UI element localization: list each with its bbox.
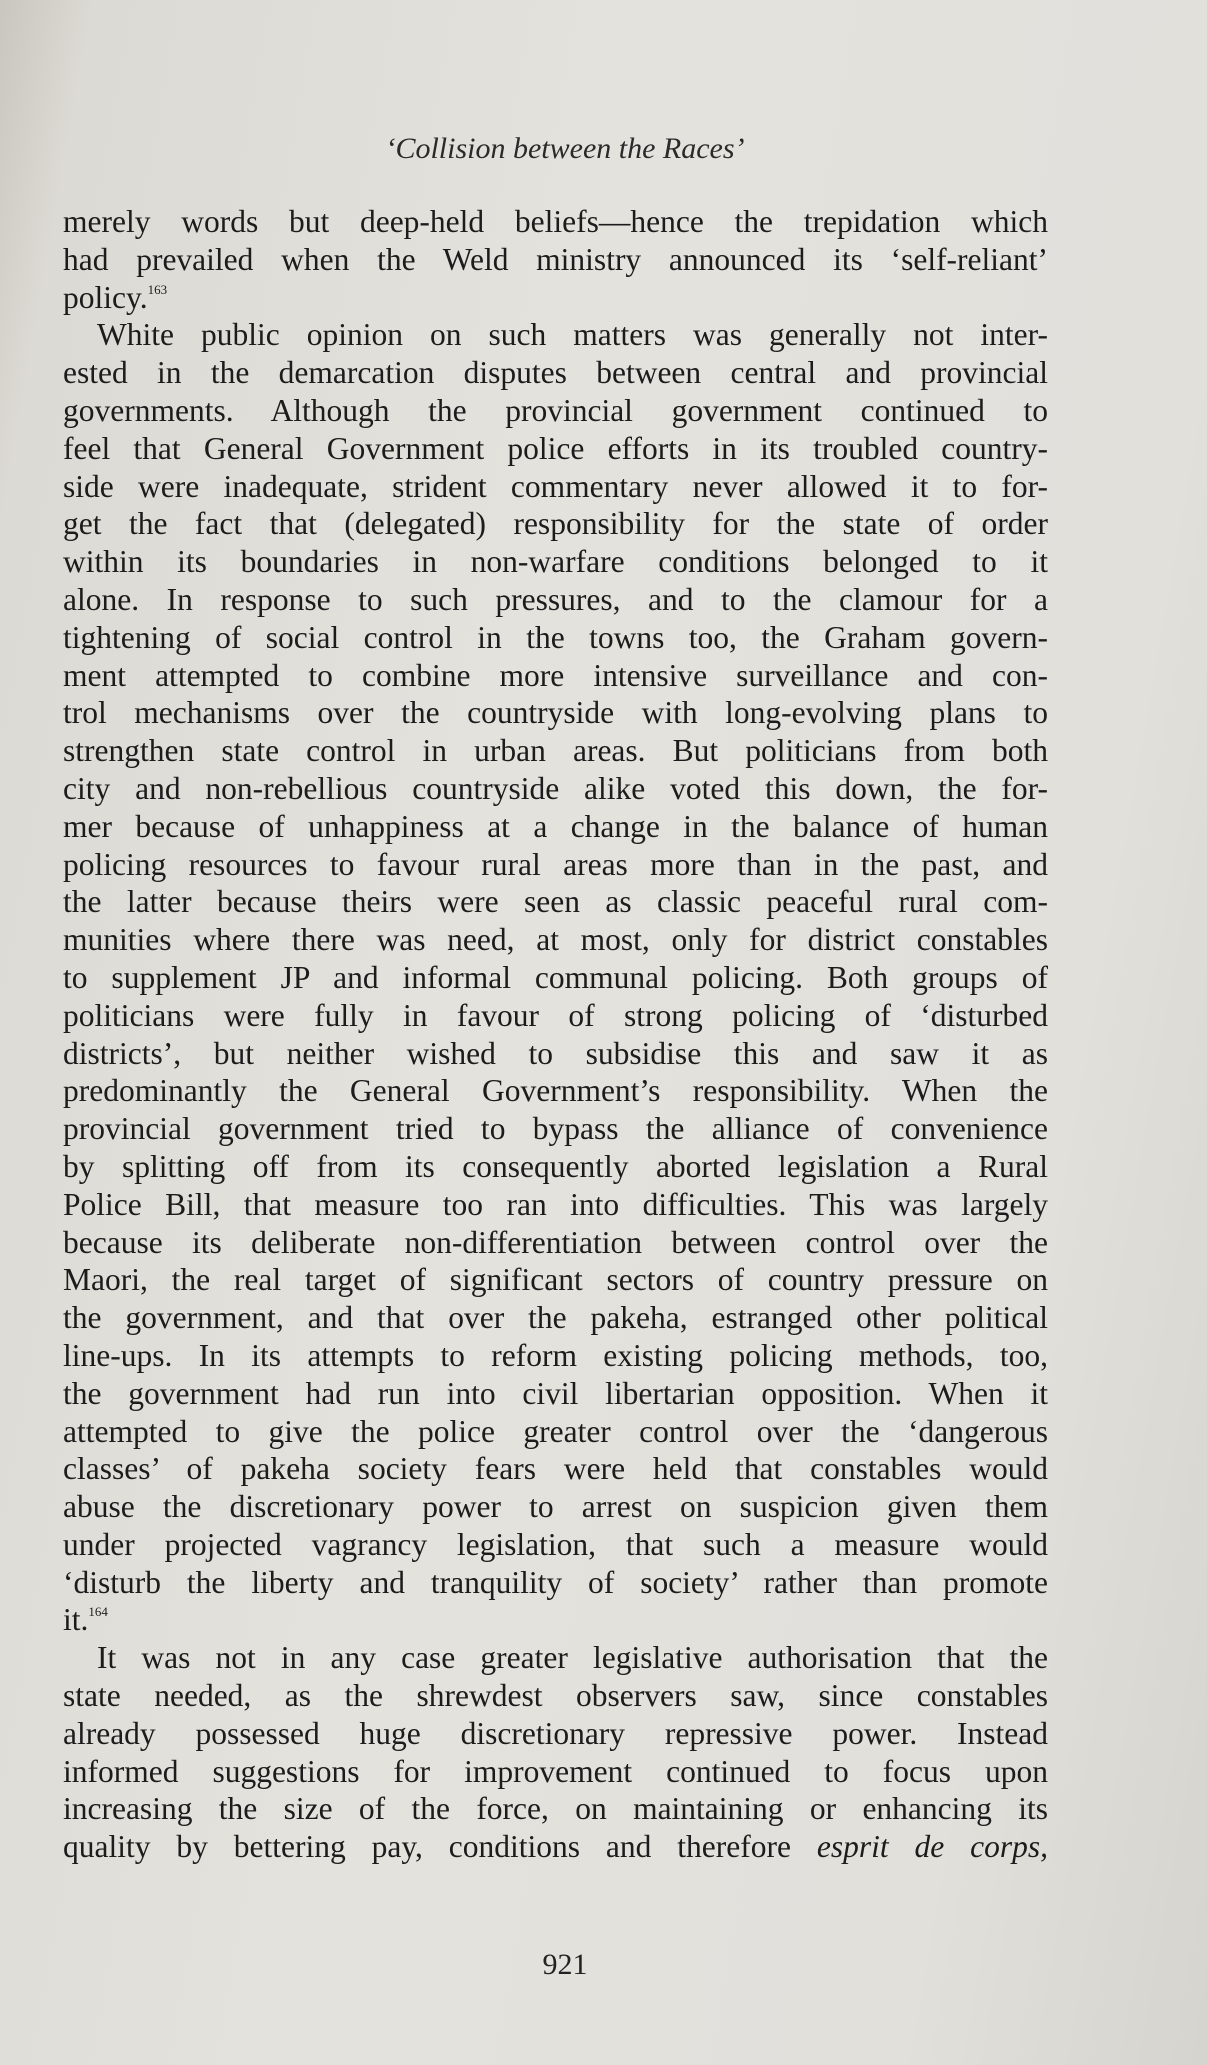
line-text: governments. Although the provincial government continued to [63, 392, 1048, 428]
text-line [63, 1261, 1048, 1299]
line-text: increasing the size of the force, on maintaining or enhancing its [63, 1791, 1048, 1827]
line-text: ment attempted to combine more intensive surveillance and con- [63, 657, 1048, 693]
text-line [63, 619, 1048, 657]
text-line [63, 846, 1048, 884]
line-text: provincial government tried to bypass the alliance of convenience [63, 1111, 1048, 1147]
body-text [63, 203, 1048, 1866]
text-line [63, 203, 1048, 241]
text-line [63, 241, 1048, 279]
text-line [63, 1677, 1048, 1715]
text-line [63, 1186, 1048, 1224]
line-text: abuse the discretionary power to arrest on suspicion given them [63, 1489, 1048, 1525]
line-text: had prevailed when the Weld ministry announced its ‘self-reliant’ [63, 241, 1048, 277]
text-line [63, 921, 1048, 959]
text-line [63, 1375, 1048, 1413]
text-line [63, 1790, 1048, 1828]
line-text: strengthen state control in urban areas. But politicians from both [63, 733, 1048, 769]
line-text: White public opinion on such matters was generally not inter- [97, 317, 1048, 353]
line-text: alone. In response to such pressures, and to the clamour for a [63, 581, 1048, 617]
line-text: ‘disturb the liberty and tranquility of society’ rather than promote [63, 1564, 1048, 1600]
text-line [63, 1488, 1048, 1526]
running-head: ‘Collision between the Races’ [385, 132, 745, 165]
line-text: state needed, as the shrewdest observers saw, since constables [63, 1678, 1048, 1714]
line-text: munities where there was need, at most, only for district constables [63, 922, 1048, 958]
text-line [63, 883, 1048, 921]
text-line [63, 316, 1048, 354]
footnote-marker: 164 [88, 1604, 108, 1620]
text-line [63, 959, 1048, 997]
page-number: 921 [542, 1948, 588, 1981]
line-text: by splitting off from its consequently aborted legislation a Rural [63, 1148, 1048, 1184]
text-line [63, 392, 1048, 430]
text-line [63, 1224, 1048, 1262]
line-text: feel that General Government police efforts in its troubled country- [63, 430, 1048, 466]
text-line [63, 1110, 1048, 1148]
line-text: predominantly the General Government’s responsibility. When the [63, 1073, 1048, 1109]
line-text: within its boundaries in non-warfare conditions belonged to it [63, 544, 1048, 580]
line-text: already possessed huge discretionary repressive power. Instead [63, 1715, 1048, 1751]
line-text: quality by bettering pay, conditions and therefore [63, 1829, 791, 1865]
line-text: city and non-rebellious countryside alike voted this down, the for- [63, 770, 1048, 806]
text-line [63, 694, 1048, 732]
text-line [63, 1035, 1048, 1073]
text-line [63, 1299, 1048, 1337]
text-line [63, 1413, 1048, 1451]
line-text: the government had run into civil libertarian opposition. When it [63, 1375, 1048, 1411]
line-text: tightening of social control in the towns too, the Graham govern- [63, 619, 1048, 655]
text-line [63, 1639, 1048, 1677]
text-line [63, 1564, 1048, 1602]
text-line [63, 1601, 1048, 1639]
line-text: It was not in any case greater legislative authorisation that the [97, 1640, 1048, 1676]
text-line [63, 770, 1048, 808]
line-text: line-ups. In its attempts to reform existing policing methods, too, [63, 1337, 1048, 1373]
line-text: policing resources to favour rural areas more than in the past, and [63, 846, 1048, 882]
line-text: get the fact that (delegated) responsibility for the state of order [63, 506, 1048, 542]
text-line [63, 808, 1048, 846]
text-line [63, 430, 1048, 468]
line-text: side were inadequate, strident commentary never allowed it to for- [63, 468, 1048, 504]
line-text: classes’ of pakeha society fears were held that constables would [63, 1451, 1048, 1487]
line-text: policy. [63, 279, 148, 315]
line-text: Police Bill, that measure too ran into difficulties. This was largely [63, 1186, 1048, 1222]
line-text: under projected vagrancy legislation, that such a measure would [63, 1526, 1048, 1562]
text-line [63, 1753, 1048, 1791]
line-text: informed suggestions for improvement continued to focus upon [63, 1753, 1048, 1789]
text-line [63, 732, 1048, 770]
line-text: it. [63, 1602, 89, 1638]
line-text: to supplement JP and informal communal policing. Both groups of [63, 959, 1048, 995]
line-text: mer because of unhappiness at a change in the balance of human [63, 808, 1048, 844]
text-line [63, 1072, 1048, 1110]
line-text: ested in the demarcation disputes between central and provincial [63, 355, 1048, 391]
line-text: the latter because theirs were seen as classic peaceful rural com- [63, 884, 1048, 920]
text-line [63, 1828, 1048, 1866]
text-line [63, 657, 1048, 695]
line-text: merely words but deep-held beliefs—hence the trepidation which [63, 204, 1048, 239]
text-line [63, 354, 1048, 392]
text-line [63, 1526, 1048, 1564]
text-line [63, 279, 1048, 317]
text-line [63, 1450, 1048, 1488]
line-text: trol mechanisms over the countryside with long-evolving plans to [63, 695, 1048, 731]
line-text: because its deliberate non-differentiation between control over the [63, 1224, 1048, 1260]
line-text: the government, and that over the pakeha, estranged other political [63, 1300, 1048, 1336]
text-line [63, 1715, 1048, 1753]
text-line [63, 505, 1048, 543]
line-text: politicians were fully in favour of strong policing of ‘disturbed [63, 997, 1048, 1033]
text-line [63, 1337, 1048, 1375]
text-line [63, 468, 1048, 506]
italic-phrase: esprit de corps, [816, 1829, 1048, 1865]
text-line [63, 1148, 1048, 1186]
text-line [63, 997, 1048, 1035]
text-line [63, 581, 1048, 619]
line-text: attempted to give the police greater control over the ‘dangerous [63, 1413, 1048, 1449]
footnote-marker: 163 [147, 281, 168, 297]
text-line [63, 543, 1048, 581]
line-text: Maori, the real target of significant sectors of country pressure on [63, 1262, 1048, 1298]
line-text: districts’, but neither wished to subsidise this and saw it as [63, 1035, 1048, 1071]
